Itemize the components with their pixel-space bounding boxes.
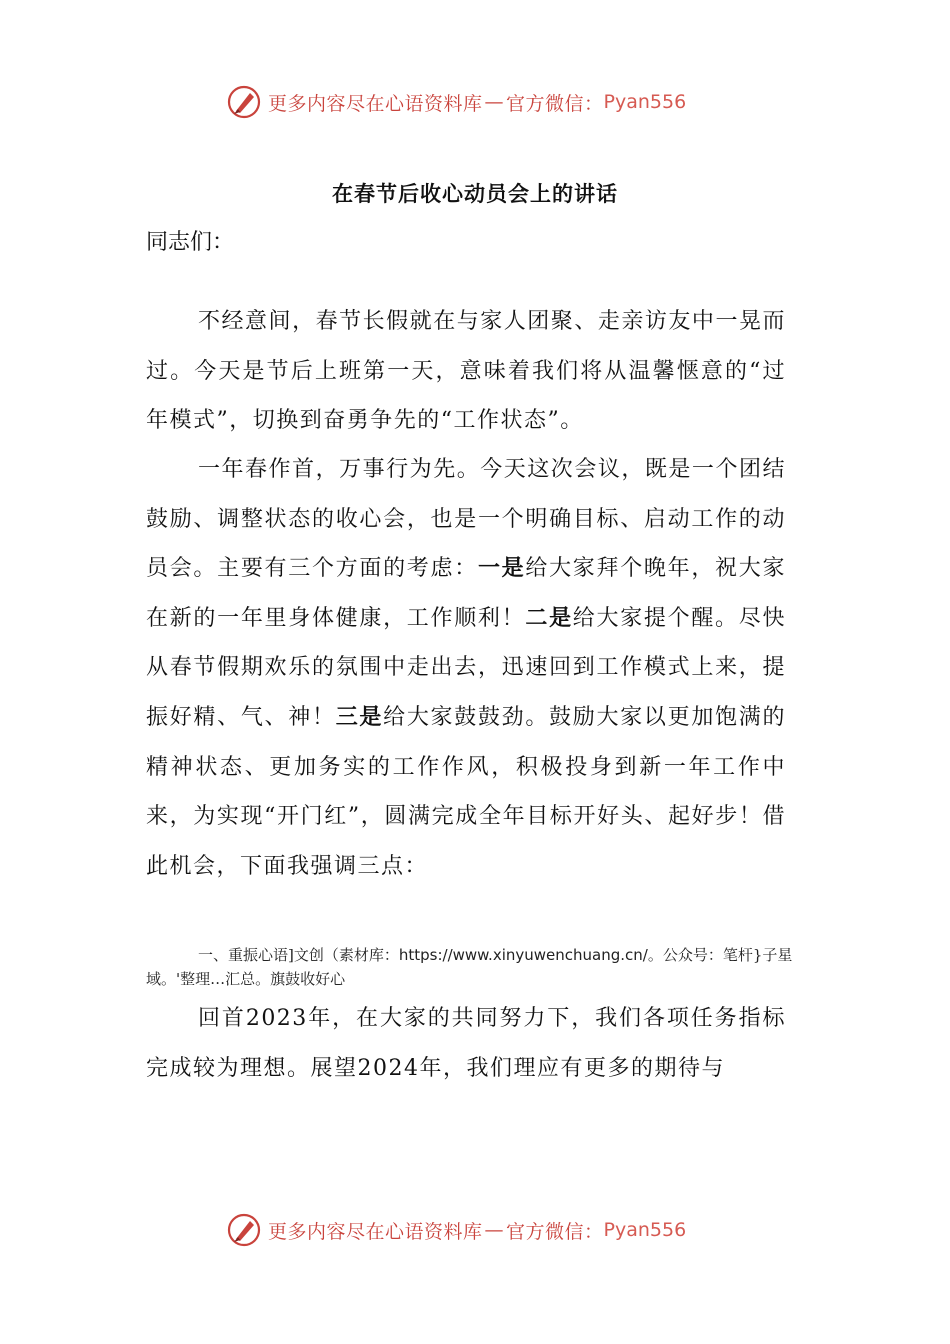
paragraph-3: 回首2023年，在大家的共同努力下，我们各项任务指标完成较为理想。展望2024年，我们理应有更多的期待与: [146, 1006, 786, 1081]
banner-text: 更多内容尽在心语资料库: [268, 1220, 483, 1243]
banner-text: 更多内容尽在心语资料库: [268, 92, 483, 115]
p2-point-1-label: 一是: [477, 556, 526, 582]
p2-intro: 一年春作首，万事行为先。今天这次会议，既是一个团结鼓励、调整状态的收心会，也是一个明确目标、启动工作的动员会。主要有三个方面的考虑：: [146, 457, 786, 582]
document-title: 在春节后收心动员会上的讲话: [332, 182, 618, 206]
banner-wechat-label: 官方微信：: [506, 1220, 604, 1243]
p2-point-3-label: 三是: [335, 704, 384, 730]
paragraph-1: 不经意间，春节长假就在与家人团聚、走亲访友中一晃而过。今天是节后上班第一天，意味着我们将从温馨惬意的“过年模式”，切换到奋勇争先的“工作状态”。: [146, 309, 786, 434]
note-url: https://www.xinyuwenchuang.cn/: [398, 946, 648, 964]
banner-separator: —: [484, 91, 505, 113]
footer-banner: [226, 1210, 686, 1250]
pen-nib-logo-icon: [226, 1212, 262, 1248]
note-suffix: 。公众号：笔杆}子星域。'整理…汇总。旗鼓收好心: [146, 946, 793, 988]
p2-point-3: 给大家鼓鼓劲。鼓励大家以更加饱满的精神状态、更加务实的工作作风，积极投身到新一年工作中来，为实现“开门红”，圆满完成全年目标开好头、起好步！借此机会，下面我强调三点：: [146, 704, 786, 879]
pen-nib-logo-icon: [226, 84, 262, 120]
banner-wechat-id: Pyan556: [603, 91, 687, 113]
banner-wechat-label: 官方微信：: [506, 92, 604, 115]
header-banner: [226, 82, 686, 122]
note-prefix: 一、重振心语]文创（素材库：: [198, 946, 399, 964]
paragraph-2: [146, 445, 786, 891]
p2-point-2-label: 二是: [525, 605, 573, 631]
banner-separator: —: [484, 1219, 505, 1241]
banner-wechat-id: Pyan556: [603, 1219, 687, 1241]
section-heading-note: [146, 943, 810, 991]
p2-point-1: 给大家拜个晚年，祝大家在新的一年里身体健康，工作顺利！: [146, 556, 786, 631]
p2-point-2: 给大家提个醒。尽快从春节假期欢乐的氛围中走出去，迅速回到工作模式上来，提振好精、气、神！: [146, 605, 786, 730]
greeting: 同志们：: [146, 230, 235, 255]
